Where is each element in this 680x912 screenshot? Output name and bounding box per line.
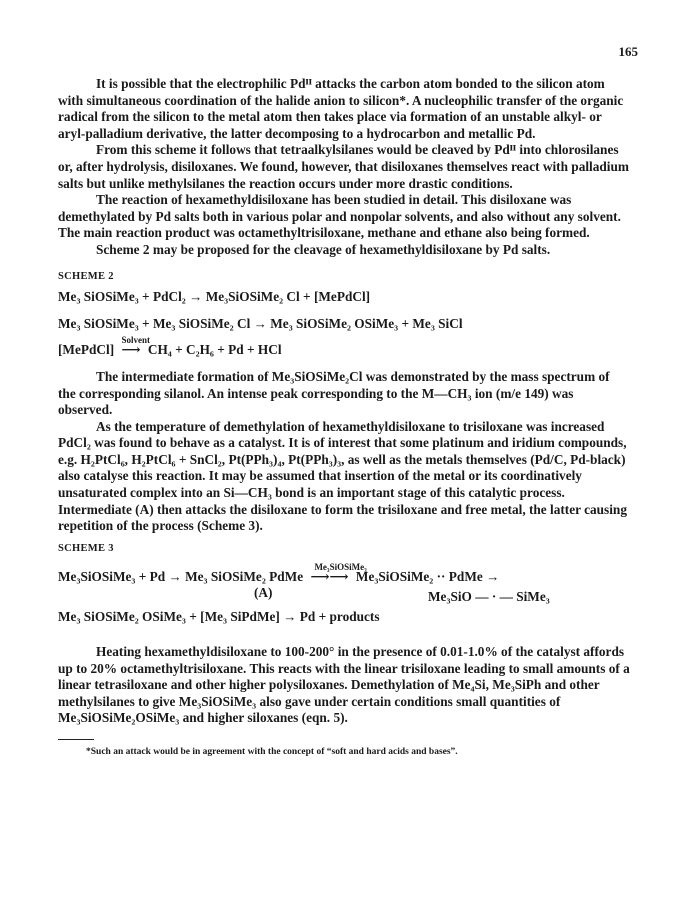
paragraph: It is possible that the electrophilic Pdᴵᴵ attacks the carbon atom bonded to the silicon atom with simultaneous coordination of the halide anion to silicon*. A nucleophilic transfer of the organic radical from the silicon to the metal atom then takes place via formation of an unstable alkyl- or aryl-palladium derivative, the latter decomposing to a hydrocarbon and metallic Pd. xyxy=(58,76,624,141)
arrow-label: Solvent xyxy=(121,335,150,346)
reaction-arrow xyxy=(310,562,367,586)
paragraph: As the temperature of demethylation of hexamethyldisiloxane to trisiloxane was increased PdCl₂ was found to behave as a catalyst. It is of interest that some platinum and iridium compounds, e.g. H₂PtCl₆, H₂PtCl₆ + SnCl₂, Pt(PPh₃)₄, Pt(PPh₃)₃, as well as the metals themselves (Pd/C, Pd-black) also catalyse this reaction. It may be assumed that insertion of the metal or its coordinatively unsaturated complex into an Si—CH₃ bond is an important stage of this catalytic process. Intermediate (A) then attacks the disiloxane to form the trisiloxane and free metal, the latter causing repetition of the process (Scheme 3). xyxy=(58,418,627,534)
scheme-3-line-3: Me₃ SiOSiMe₂ OSiMe₃ + [Me₃ SiPdMe] → Pd + products xyxy=(58,609,380,625)
scheme-3-label: SCHEME 3 xyxy=(58,542,114,554)
paragraph: Scheme 2 may be proposed for the cleavage of hexamethyldisiloxane by Pd salts. xyxy=(96,241,551,257)
paragraph: The intermediate formation of Me₃SiOSiMe₂Cl was demonstrated by the mass spectrum of the corresponding silanol. An intense peak corresponding to the M—CH₃ ion (m/e 149) was observed. xyxy=(58,368,610,418)
scheme-3-line-1 xyxy=(58,562,500,586)
equation-left: [MePdCl] xyxy=(58,342,115,358)
footnote: *Such an attack would be in agreement with the concept of “soft and hard acids and bases”. xyxy=(86,747,458,757)
arrow-label: Me₃SiOSiMe₃ xyxy=(314,562,367,573)
arrow-icon: ⟶ xyxy=(121,342,141,358)
page-number: 165 xyxy=(618,44,638,59)
scheme-2-equation-3 xyxy=(58,335,630,359)
scheme-2-equation-1: Me₃ SiOSiMe₃ + PdCl₂ → Me₃SiOSiMe₂ Cl + [MePdCl] xyxy=(58,289,371,305)
body-text xyxy=(58,76,630,761)
footnote-rule xyxy=(58,739,94,740)
scheme-2-equation-2: Me₃ SiOSiMe₃ + Me₃ SiOSiMe₂ Cl → Me₃ SiOSiMe₂ OSiMe₃ + Me₃ SiCl xyxy=(58,315,463,331)
scheme-3-right: Me₃SiOSiMe₂ ·· PdMe → xyxy=(355,569,500,585)
scheme-3-left: Me₃SiOSiMe₃ + Pd → Me₃ SiOSiMe₂ PdMe xyxy=(58,569,304,585)
scheme-3-line-2: Me₃SiO — · — SiMe₃ xyxy=(428,589,550,605)
reaction-arrow xyxy=(121,335,150,359)
paragraph: From this scheme it follows that tetraalkylsilanes would be cleaved by Pdᴵᴵ into chlorosilanes or, after hydrolysis, disiloxanes. We found, however, that disiloxanes themselves react with palladium salts but unlike methylsilanes the reaction occurs under more drastic conditions. xyxy=(58,142,629,191)
intermediate-label: (A) xyxy=(254,585,273,601)
equation-right: CH₄ + C₂H₆ + Pd + HCl xyxy=(147,342,282,358)
scheme-2-label: SCHEME 2 xyxy=(58,270,114,282)
paragraph: Heating hexamethyldisiloxane to 100-200° in the presence of 0.01-1.0% of the catalyst affords up to 20% octamethyltrisiloxane. This reacts with the linear trisiloxane leading to small amounts of a linear tetrasiloxane and other higher polysiloxanes. Demethylation of Me₄Si, Me₃SiPh and other methylsilanes to give Me₃SiOSiMe₃ also gave under certain conditions small quantities of Me₃SiOSiMe₂OSiMe₃ and higher siloxanes (eqn. 5). xyxy=(58,644,630,726)
arrow-icon: ⟶⟶ xyxy=(310,569,349,585)
scheme-3-block xyxy=(58,559,630,605)
paragraph: The reaction of hexamethyldisiloxane has been studied in detail. This disiloxane was demethylated by Pd salts both in various polar and nonpolar solvents, and also without any solvent. The main reaction product was octamethyltrisiloxane, methane and ethane also being formed. xyxy=(58,192,621,241)
